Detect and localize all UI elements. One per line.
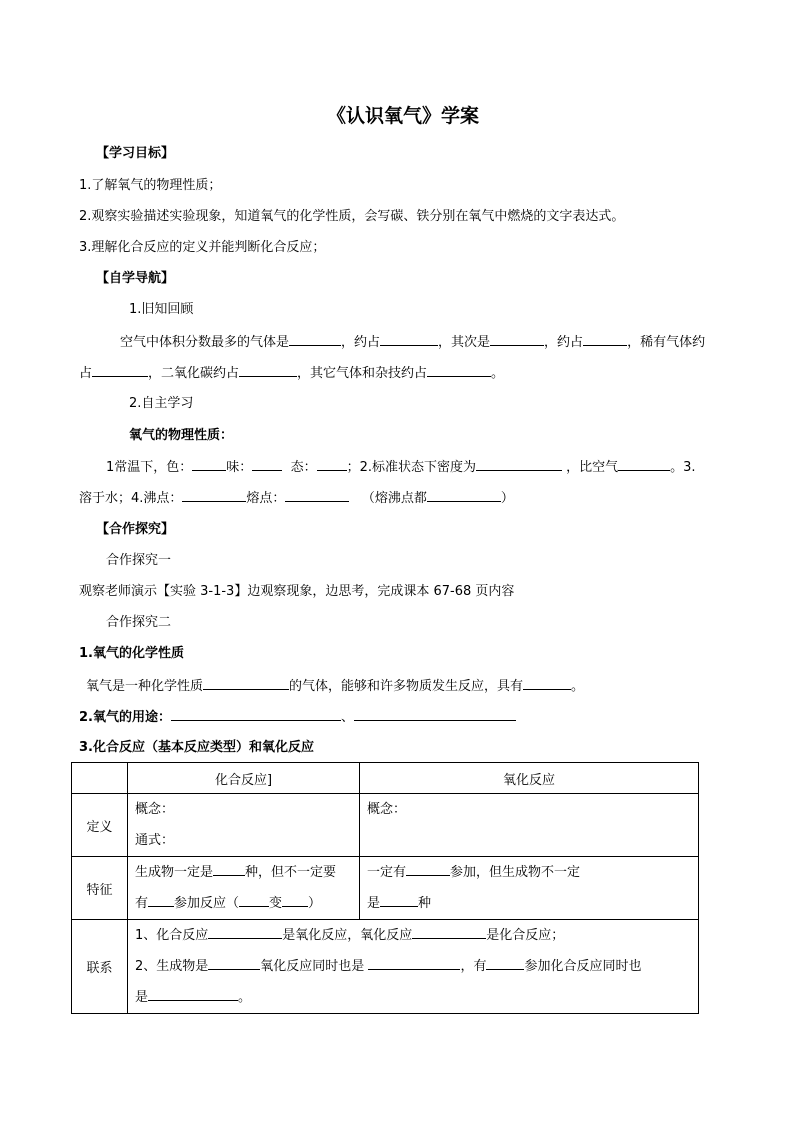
chemical-text: 氧气是一种化学性质 bbox=[86, 679, 204, 694]
relation-text: 2、生成物是 bbox=[135, 959, 209, 974]
chemical-properties-heading: 1.氧气的化学性质 bbox=[79, 646, 184, 661]
goals-heading: 【学习目标】 bbox=[96, 146, 175, 161]
cooperation-1-label: 合作探究一 bbox=[106, 553, 172, 568]
feature-text: 种，但不一定要 bbox=[245, 865, 337, 880]
physical-properties-heading: 氧气的物理性质： bbox=[129, 428, 234, 443]
table-row-relation bbox=[72, 920, 699, 1014]
answer-blank[interactable] bbox=[213, 863, 245, 876]
physical-text: 态： bbox=[290, 460, 317, 475]
answer-blank[interactable] bbox=[354, 708, 516, 721]
row-label-feature: 特征 bbox=[72, 857, 128, 920]
review-text: ，约占 bbox=[544, 335, 584, 350]
cooperation-1-text: 观察老师演示【实验 3-1-3】边观察现象，边思考，完成课本 67-68 页内容 bbox=[79, 584, 515, 599]
relation-text: 是 bbox=[135, 990, 149, 1005]
feature-text: 参加，但生成物不一定 bbox=[450, 865, 581, 880]
answer-blank[interactable] bbox=[171, 708, 341, 721]
answer-blank[interactable] bbox=[412, 926, 486, 939]
feature-text: 参加反应（ bbox=[174, 896, 240, 911]
self-learning-heading: 2.自主学习 bbox=[129, 396, 194, 411]
answer-blank[interactable] bbox=[289, 333, 341, 346]
row-label-relation: 联系 bbox=[72, 920, 128, 1014]
review-heading: 1.旧知回顾 bbox=[129, 302, 194, 317]
answer-blank[interactable] bbox=[427, 489, 501, 502]
answer-blank[interactable] bbox=[182, 489, 246, 502]
review-text: ，约占 bbox=[341, 335, 381, 350]
cooperation-heading: 【合作探究】 bbox=[96, 522, 175, 537]
review-text: 空气中体积分数最多的气体是 bbox=[120, 335, 290, 350]
answer-blank[interactable] bbox=[203, 677, 289, 690]
review-line-2 bbox=[79, 364, 504, 383]
physical-text: ） bbox=[500, 491, 514, 506]
relation-text: 是氧化反应，氧化反应 bbox=[282, 928, 413, 943]
answer-blank[interactable] bbox=[252, 458, 282, 471]
feature-text: 变 bbox=[269, 896, 283, 911]
combination-heading: 3.化合反应（基本反应类型）和氧化反应 bbox=[79, 740, 314, 755]
physical-text: 溶于水；4.沸点： bbox=[79, 491, 183, 506]
uses-line bbox=[79, 708, 516, 727]
goal-3: 3.理解化合反应的定义并能判断化合反应； bbox=[79, 240, 326, 255]
answer-blank[interactable] bbox=[208, 957, 260, 970]
answer-blank[interactable] bbox=[92, 364, 148, 377]
relation-text: 参加化合反应同时也 bbox=[524, 959, 642, 974]
feature-text: 种 bbox=[418, 896, 432, 911]
answer-blank[interactable] bbox=[285, 489, 349, 502]
header-combination: 化合反应] bbox=[128, 763, 360, 794]
review-line-1 bbox=[120, 333, 705, 352]
table-header-row bbox=[72, 763, 699, 794]
relation-text: 。 bbox=[238, 990, 252, 1005]
answer-blank[interactable] bbox=[583, 333, 627, 346]
definition-concept: 概念： bbox=[135, 802, 175, 817]
feature-text: ） bbox=[308, 896, 322, 911]
chemical-text: 的气体，能够和许多物质发生反应，具有 bbox=[289, 679, 524, 694]
table-row-feature bbox=[72, 857, 699, 920]
physical-text: （熔沸点都 bbox=[361, 491, 427, 506]
physical-text: 熔点： bbox=[246, 491, 286, 506]
answer-blank[interactable] bbox=[368, 957, 460, 970]
definition-concept: 概念： bbox=[367, 802, 407, 817]
answer-blank[interactable] bbox=[406, 863, 450, 876]
physical-line-2 bbox=[79, 489, 514, 508]
definition-formula: 通式： bbox=[135, 833, 175, 848]
answer-blank[interactable] bbox=[490, 333, 544, 346]
answer-blank[interactable] bbox=[239, 894, 269, 907]
review-text: 。 bbox=[491, 366, 505, 381]
physical-line-1 bbox=[106, 458, 696, 477]
answer-blank[interactable] bbox=[618, 458, 670, 471]
answer-blank[interactable] bbox=[380, 333, 438, 346]
answer-blank[interactable] bbox=[282, 894, 308, 907]
answer-blank[interactable] bbox=[208, 926, 282, 939]
physical-text: ；2.标准状态下密度为 bbox=[346, 460, 476, 475]
chemical-line bbox=[86, 677, 584, 696]
answer-blank[interactable] bbox=[476, 458, 562, 471]
goal-2: 2.观察实验描述实验现象，知道氧气的化学性质，会写碳、铁分别在氧气中燃烧的文字表达式。 bbox=[79, 209, 625, 224]
relation-text: 是化合反应； bbox=[486, 928, 565, 943]
answer-blank[interactable] bbox=[239, 364, 297, 377]
uses-heading: 2.氧气的用途： bbox=[79, 710, 171, 725]
review-text: ，二氧化碳约占 bbox=[148, 366, 240, 381]
review-text: ，其次是 bbox=[438, 335, 491, 350]
page-title: 《认识氧气》学案 bbox=[327, 105, 480, 127]
answer-blank[interactable] bbox=[380, 894, 418, 907]
comparison-table bbox=[71, 762, 699, 1014]
self-study-heading: 【自学导航】 bbox=[96, 271, 175, 286]
review-text: 占 bbox=[79, 366, 93, 381]
feature-text: 生成物一定是 bbox=[135, 865, 214, 880]
chemical-text: 。 bbox=[571, 679, 585, 694]
physical-text: 1常温下，色： bbox=[106, 460, 193, 475]
feature-text: 一定有 bbox=[367, 865, 407, 880]
feature-text: 有 bbox=[135, 896, 149, 911]
answer-blank[interactable] bbox=[148, 988, 238, 1001]
row-label-definition: 定义 bbox=[72, 794, 128, 857]
review-text: ，稀有气体约 bbox=[627, 335, 706, 350]
header-oxidation: 氧化反应 bbox=[360, 763, 699, 794]
answer-blank[interactable] bbox=[486, 957, 524, 970]
answer-blank[interactable] bbox=[148, 894, 174, 907]
relation-text: ，有 bbox=[460, 959, 487, 974]
answer-blank[interactable] bbox=[317, 458, 347, 471]
answer-blank[interactable] bbox=[192, 458, 226, 471]
goal-1: 1.了解氧气的物理性质； bbox=[79, 178, 222, 193]
feature-text: 是 bbox=[367, 896, 381, 911]
physical-text: 。3. bbox=[670, 460, 696, 475]
relation-text: 氧化反应同时也是 bbox=[260, 959, 365, 974]
review-text: ，其它气体和杂技约占 bbox=[297, 366, 428, 381]
answer-blank[interactable] bbox=[427, 364, 491, 377]
answer-blank[interactable] bbox=[523, 677, 571, 690]
physical-text: ，比空气 bbox=[566, 460, 619, 475]
cooperation-2-label: 合作探究二 bbox=[106, 615, 172, 630]
physical-text: 味： bbox=[226, 460, 253, 475]
relation-text: 1、化合反应 bbox=[135, 928, 209, 943]
table-row-definition bbox=[72, 794, 699, 857]
uses-separator: 、 bbox=[340, 710, 354, 725]
